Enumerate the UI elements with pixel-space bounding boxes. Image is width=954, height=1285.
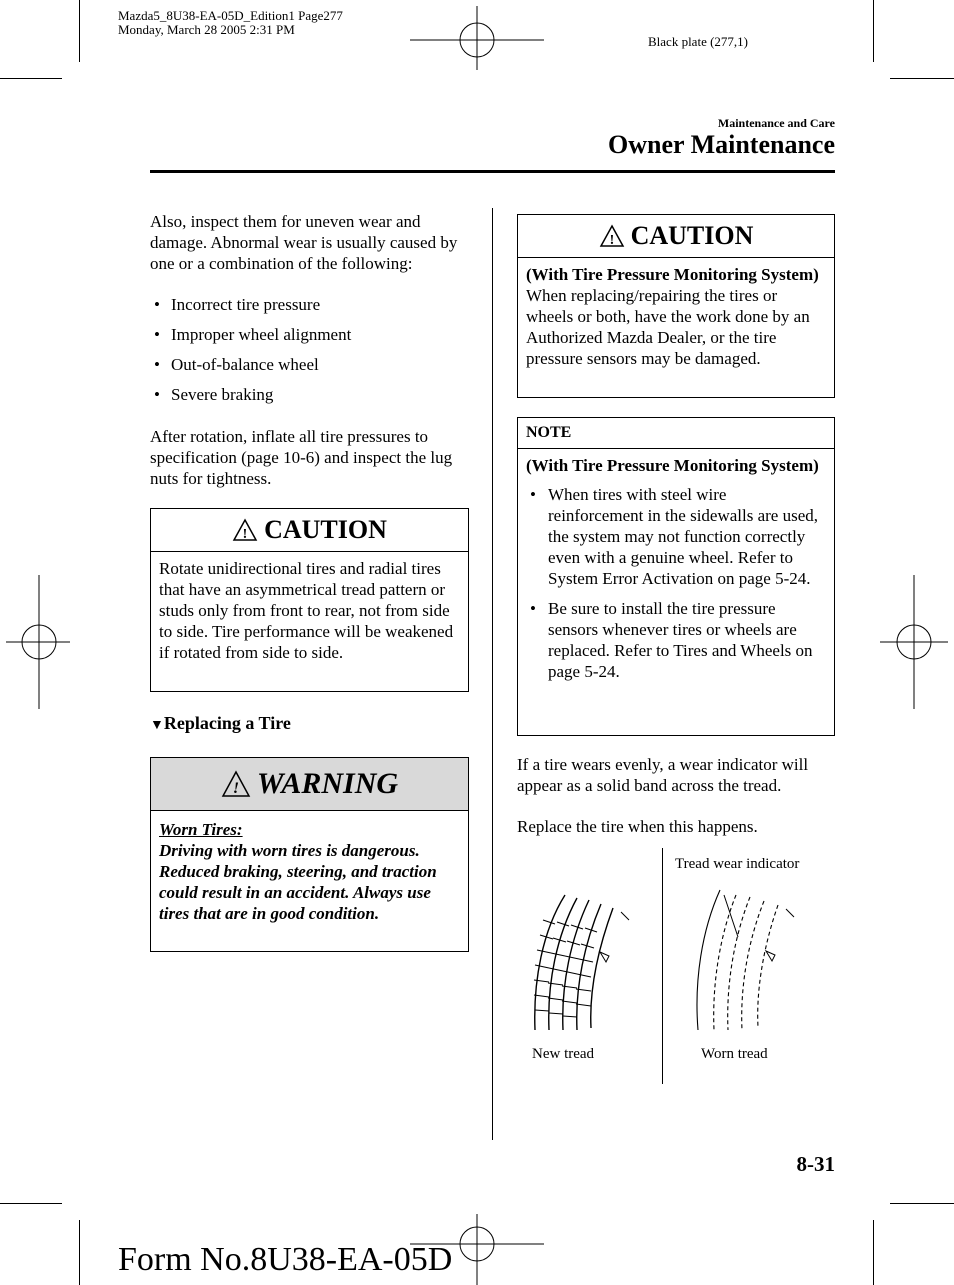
caution-title — [518, 215, 834, 258]
warning-triangle-icon — [232, 518, 258, 542]
triangle-down-icon: ▼ — [150, 718, 164, 733]
warning-content — [151, 811, 468, 930]
caution-title-text: CAUTION — [264, 515, 387, 544]
warning-triangle-icon — [221, 770, 251, 798]
note-box-tpms — [517, 417, 835, 736]
note-content — [518, 449, 834, 697]
new-tread-label: New tread — [532, 1046, 595, 1062]
plate-label: Black plate (277,1) — [648, 34, 748, 49]
print-file-line: Mazda5_8U38-EA-05D_Edition1 Page277 — [118, 8, 343, 23]
caution-text: When replacing/repairing the tires or wheels or both, have the work done by an Authorized Mazda Dealer, or the tire pressure sensors may be damaged. — [526, 286, 810, 368]
warning-title-text: WARNING — [256, 767, 399, 800]
caution-box-rotation — [150, 508, 469, 692]
list-item: • Incorrect tire pressure — [150, 294, 470, 315]
list-item: • Improper wheel alignment — [150, 324, 470, 345]
page-title: Owner Maintenance — [608, 130, 835, 159]
note-title: NOTE — [518, 418, 834, 449]
figure-divider — [662, 848, 663, 1084]
caution-heading: (With Tire Pressure Monitoring System) — [526, 265, 819, 284]
page-number: 8-31 — [796, 1152, 835, 1176]
registration-mark-right — [880, 575, 948, 709]
column-divider — [492, 208, 493, 1140]
warning-title — [151, 758, 468, 811]
list-item: • Out-of-balance wheel — [150, 354, 470, 375]
form-number: Form No.8U38-EA-05D — [118, 1241, 453, 1278]
caution-box-tpms — [517, 214, 835, 398]
title-rule — [150, 170, 835, 173]
list-item: • When tires with steel wire reinforcement in the sidewalls are used, the system may not function correctly even with a genuine wheel. Refer to System Error Activation on page 5-24. — [526, 484, 826, 589]
warning-triangle-icon — [599, 224, 625, 248]
svg-text:!: ! — [242, 527, 248, 542]
worn-tread-illustration — [690, 885, 810, 1035]
section-category: Maintenance and Care — [717, 116, 835, 130]
list-item: • Severe braking — [150, 384, 470, 405]
print-date-line: Monday, March 28 2005 2:31 PM — [118, 22, 295, 37]
caution-title-text: CAUTION — [630, 221, 754, 250]
wear-causes-list — [150, 294, 470, 414]
wear-indicator-paragraph: If a tire wears evenly, a wear indicator will appear as a solid band across the tread. — [517, 755, 809, 795]
after-rotation-paragraph: After rotation, inflate all tire pressures to specification (page 10-6) and inspect the lug nuts for tightness. — [150, 427, 453, 488]
replace-tire-paragraph: Replace the tire when this happens. — [517, 817, 758, 836]
note-list — [526, 484, 826, 682]
svg-text:!: ! — [232, 780, 240, 797]
caution-content — [518, 258, 834, 375]
note-heading: (With Tire Pressure Monitoring System) — [526, 456, 819, 475]
subheading-text: Replacing a Tire — [163, 713, 291, 733]
caution-title — [151, 509, 468, 552]
registration-mark-left — [6, 575, 70, 709]
warning-heading: Worn Tires: — [159, 820, 243, 839]
subheading-replacing-tire — [150, 713, 291, 734]
tread-wear-indicator-label: Tread wear indicator — [675, 856, 800, 872]
svg-text:!: ! — [609, 233, 614, 248]
warning-box-worn-tires — [150, 757, 469, 952]
new-tread-illustration — [525, 890, 640, 1035]
warning-text: Driving with worn tires is dangerous. Reduced braking, steering, and traction could result in an accident. Always use tires that are in good condition. — [159, 841, 437, 923]
registration-mark-top — [410, 6, 544, 70]
intro-paragraph: Also, inspect them for uneven wear and damage. Abnormal wear is usually caused by one or a combination of the following: — [150, 212, 458, 273]
worn-tread-label: Worn tread — [701, 1046, 768, 1062]
list-item: • Be sure to install the tire pressure sensors whenever tires or wheels are replaced. Refer to Tires and Wheels on page 5-24. — [526, 598, 826, 682]
caution-text: Rotate unidirectional tires and radial tires that have an asymmetrical tread pattern or studs only from front to rear, not from side to side. Tire performance will be weakened if rotated from side to side. — [159, 559, 454, 662]
